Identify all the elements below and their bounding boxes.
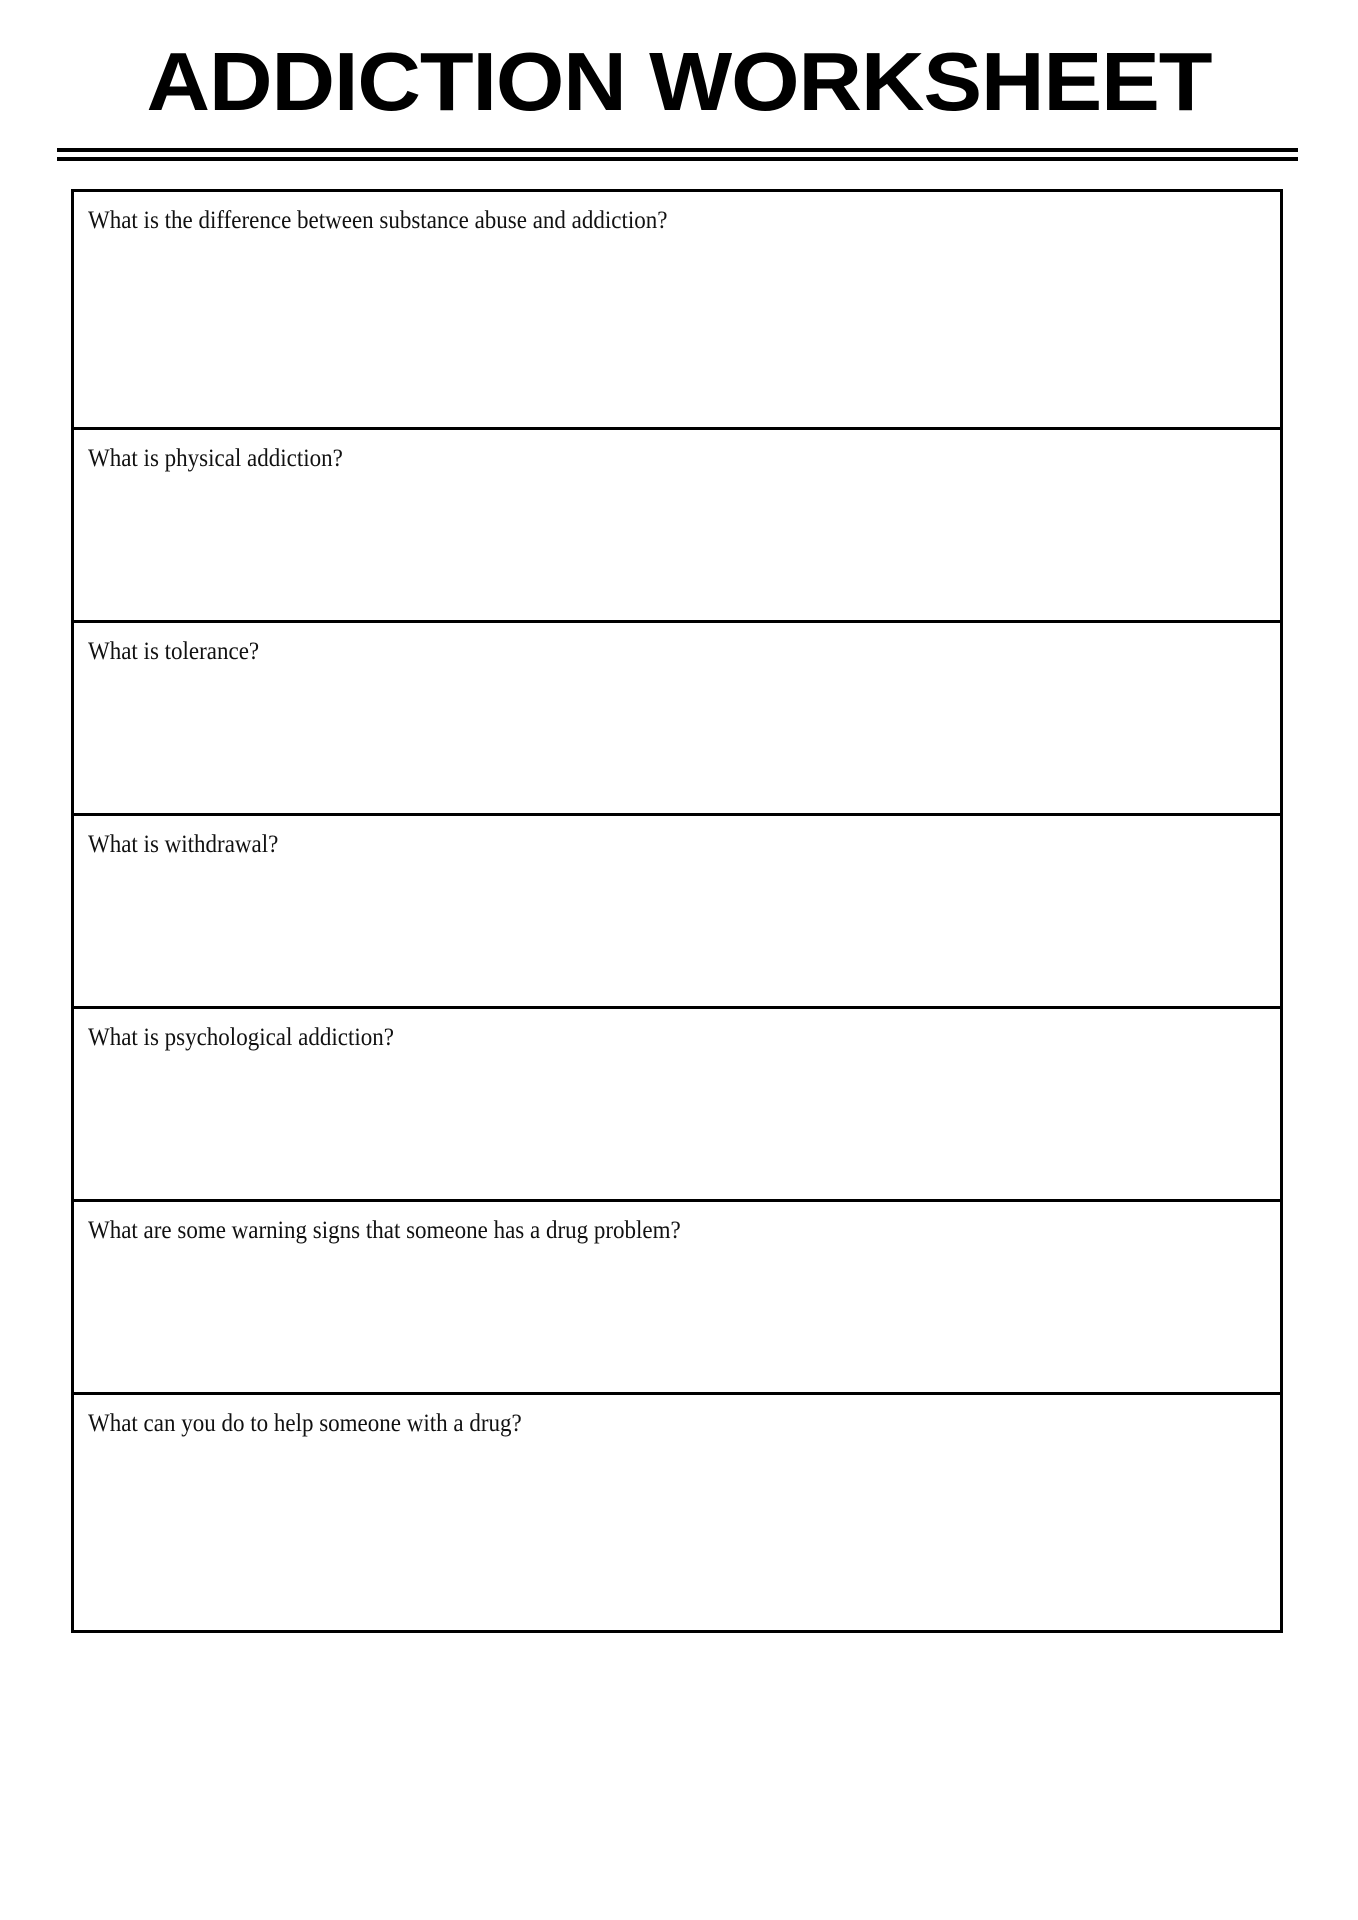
page-title: ADDICTION WORKSHEET [146,35,1212,128]
table-row [73,1008,1282,1201]
question-block-7 [74,1395,1280,1630]
question-prompt-2: What is physical addiction? [88,445,343,472]
table-row [73,1394,1282,1632]
question-cell-3 [73,622,1282,815]
question-cell-5 [73,1008,1282,1201]
question-block-1 [74,192,1280,427]
question-prompt-7: What can you do to help someone with a drug? [88,1410,522,1437]
table-row [73,1201,1282,1394]
question-prompt-1: What is the difference between substance abuse and addiction? [88,207,668,234]
question-prompt-5: What is psychological addiction? [88,1024,394,1051]
question-prompt-6: What are some warning signs that someone has a drug problem? [88,1217,681,1244]
question-prompt-3: What is tolerance? [88,638,260,665]
table-row [73,191,1282,429]
table-row [73,815,1282,1008]
question-block-3 [74,623,1280,813]
worksheet-header [0,0,1358,170]
header-rule-top [57,148,1298,152]
table-row [73,622,1282,815]
header-rule-bottom [57,157,1298,161]
question-block-4 [74,816,1280,1006]
question-cell-1 [73,191,1282,429]
question-cell-2 [73,429,1282,622]
question-table [71,189,1283,1633]
question-cell-6 [73,1201,1282,1394]
question-cell-7 [73,1394,1282,1632]
question-block-5 [74,1009,1280,1199]
question-prompt-4: What is withdrawal? [88,831,279,858]
question-block-6 [74,1202,1280,1392]
question-block-2 [74,430,1280,620]
question-cell-4 [73,815,1282,1008]
table-row [73,429,1282,622]
